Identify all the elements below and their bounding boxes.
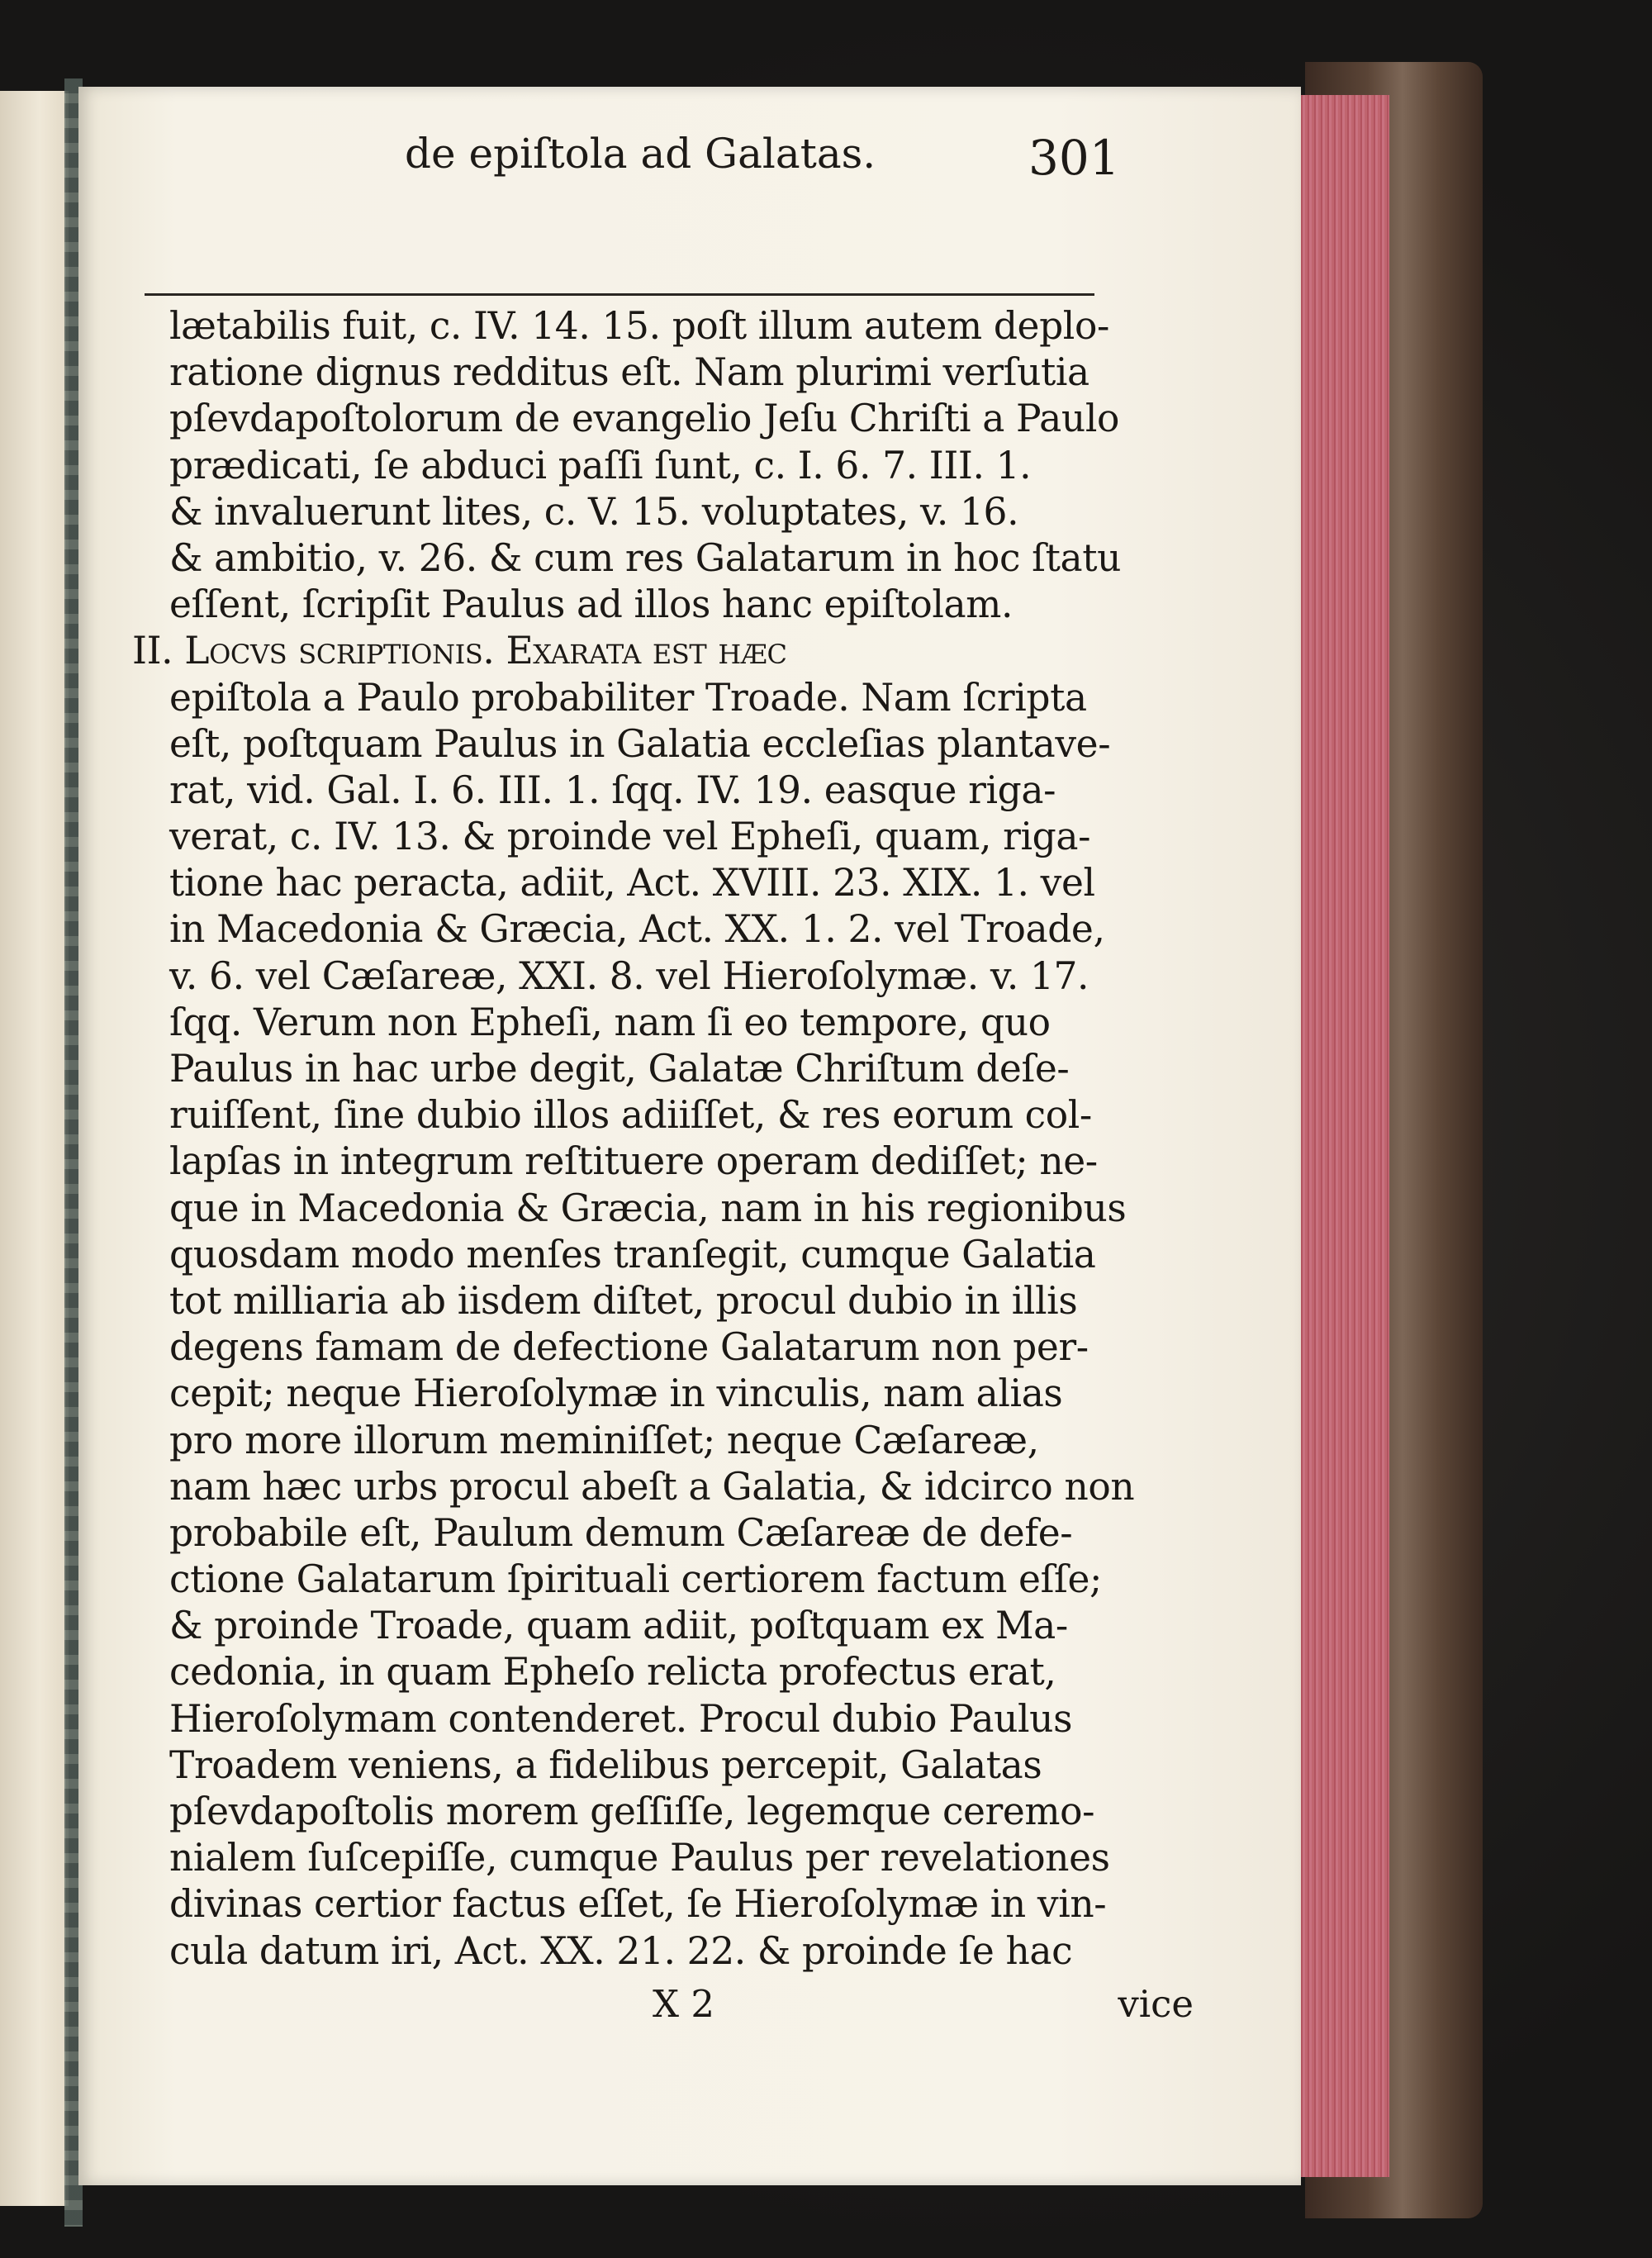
section-heading-line: II. Locvs scriptionis. Exarata eſt hæc — [132, 629, 787, 673]
catchword: vice — [1118, 1982, 1194, 2026]
text-line: in Macedonia & Græcia, Act. XX. 1. 2. vel Troade, — [169, 907, 1105, 952]
text-line: degens famam de defectione Galatarum non per- — [169, 1325, 1089, 1370]
text-line: Troadem veniens, a fidelibus percepit, Galatas — [169, 1742, 1042, 1787]
text-line: que in Macedonia & Græcia, nam in his regionibus — [169, 1186, 1127, 1230]
text-line: & invaluerunt lites, c. V. 15. voluptates, v. 16. — [169, 489, 1019, 534]
text-line: eſſent, ſcripſit Paulus ad illos hanc epiſtolam. — [169, 582, 1014, 627]
text-line: epiſtola a Paulo probabiliter Troade. Nam ſcripta — [169, 675, 1087, 720]
text-line: tot milliaria ab iisdem diſtet, procul dubio in illis — [169, 1278, 1078, 1323]
red-page-edge — [1297, 95, 1389, 2177]
text-line: & ambitio, v. 26. & cum res Galatarum in hoc ſtatu — [169, 535, 1122, 580]
text-line: ſqq. Verum non Epheſi, nam ſi eo tempore, quo — [169, 1000, 1051, 1044]
text-line: pſevdapoſtolis morem geſſiſſe, legemque ceremo- — [169, 1790, 1095, 1833]
text-line: pſevdapoſtolorum de evangelio Jeſu Chriſti a Paulo — [169, 397, 1119, 441]
left-page-edge — [0, 91, 69, 2206]
book-page — [78, 87, 1301, 2185]
text-line: nam hæc urbs procul abeſt a Galatia, & idcirco non — [169, 1464, 1135, 1509]
text-line: probabile eſt, Paulum demum Cæſareæ de defe- — [169, 1510, 1073, 1555]
text-line: verat, c. IV. 13. & proinde vel Epheſi, quam, riga- — [169, 815, 1091, 859]
text-line: lætabilis fuit, c. IV. 14. 15. poſt illum autem deplo- — [169, 304, 1109, 348]
text-line: tione hac peracta, adiit, Act. XVIII. 23. XIX. 1. vel — [169, 861, 1095, 906]
text-line: divinas certior factus eſſet, ſe Hieroſolymæ in vin- — [169, 1882, 1107, 1927]
text-line: nialem ſuſcepiſſe, cumque Paulus per revelationes — [169, 1836, 1110, 1880]
text-line: cula datum iri, Act. XX. 21. 22. & proinde ſe hac — [169, 1928, 1073, 1973]
text-line: quosdam modo menſes tranſegit, cumque Galatia — [169, 1232, 1096, 1276]
text-line: ratione dignus redditus eſt. Nam plurimi verſutia — [169, 350, 1089, 395]
text-line: cepit; neque Hieroſolymæ in vinculis, nam alias — [169, 1371, 1063, 1416]
text-line: rat, vid. Gal. I. 6. III. 1. ſqq. IV. 19. easque riga- — [169, 768, 1056, 812]
body-text — [132, 303, 1194, 1975]
signature-mark: X 2 — [653, 1982, 714, 2026]
page-footer — [169, 1982, 1194, 2028]
text-line: ctione Galatarum ſpirituali certiorem factum eſſe; — [169, 1557, 1102, 1602]
text-line: prædicati, ſe abduci paſſi ſunt, c. I. 6. 7. III. 1. — [169, 443, 1032, 487]
text-line: lapſas in integrum reſtituere operam dediſſet; ne- — [169, 1139, 1098, 1184]
text-line: eſt, poſtquam Paulus in Galatia eccleſias plantave- — [169, 721, 1111, 766]
header-rule — [145, 293, 1094, 296]
text-line: cedonia, in quam Epheſo relicta profectus erat, — [169, 1650, 1056, 1695]
page-number: 301 — [1028, 130, 1120, 186]
text-line: Paulus in hac urbe degit, Galatæ Chriſtum deſe- — [169, 1047, 1070, 1091]
text-line: & proinde Troade, quam adiit, poſtquam ex Ma- — [169, 1604, 1068, 1648]
text-line: pro more illorum meminiſſet; neque Cæſareæ, — [169, 1418, 1039, 1462]
text-line: ruiſſent, ſine dubio illos adiiſſet, & res eorum col- — [169, 1093, 1092, 1138]
running-title: de epiſtola ad Galatas. — [405, 130, 876, 178]
text-line: v. 6. vel Cæſareæ, XXI. 8. vel Hieroſolymæ. v. 17. — [169, 953, 1089, 998]
text-line: Hieroſolymam contenderet. Procul dubio Paulus — [169, 1696, 1073, 1741]
